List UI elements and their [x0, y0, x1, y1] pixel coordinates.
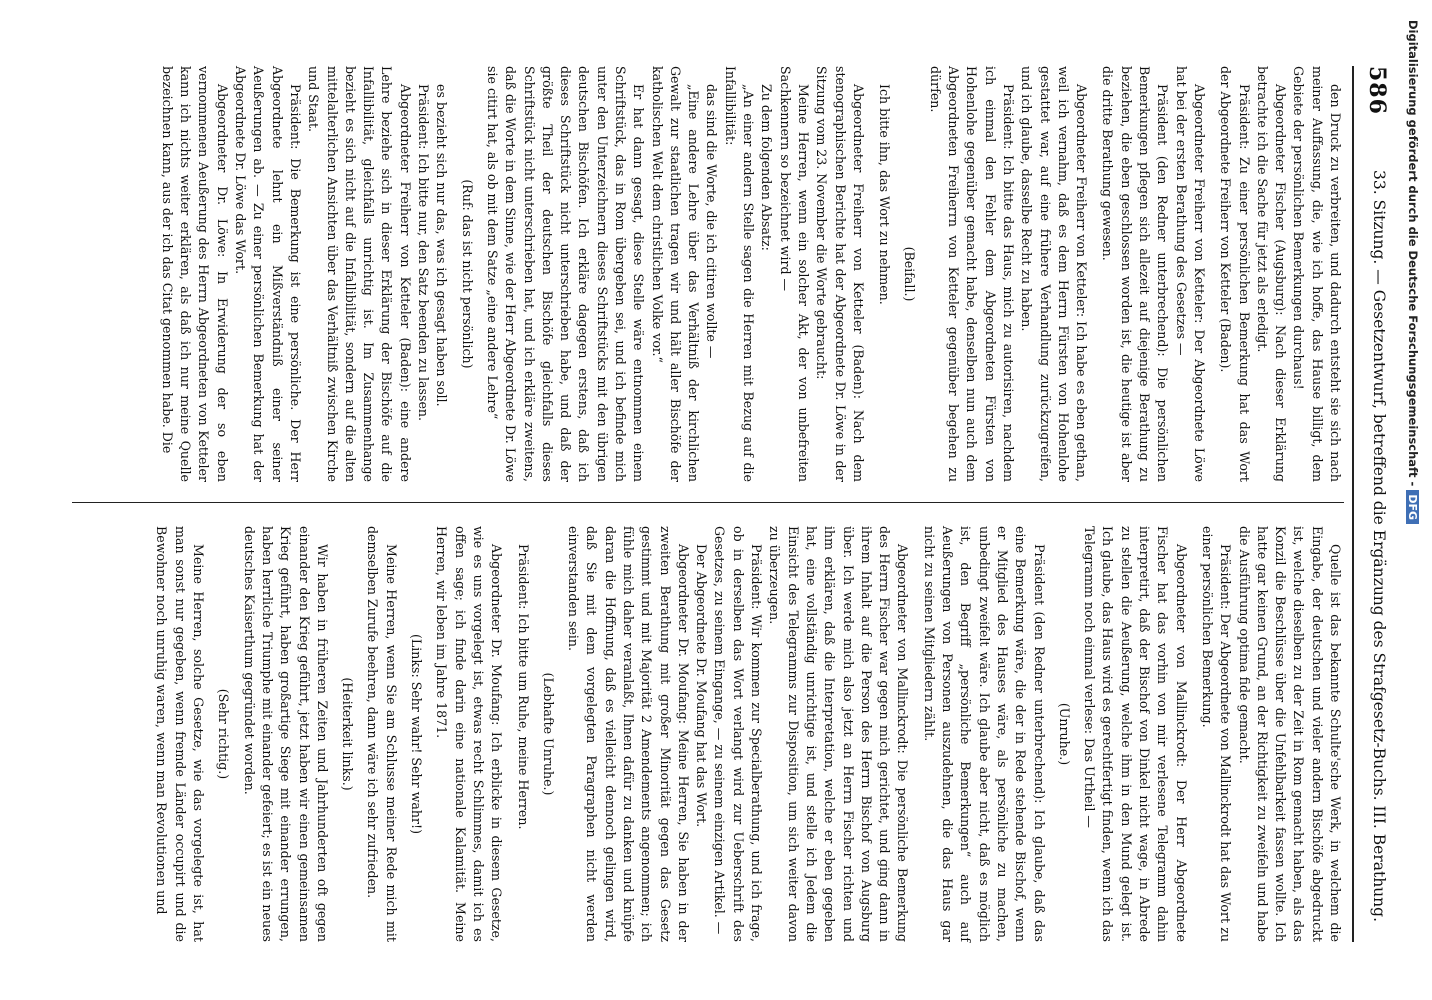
paragraph: Meine Herren, solche Gesetze, wie das vorgelegte ist, hat man sonst nur gegeben, wenn fremde Länder occupirt und die Bewohner noch unruhig waren, wenn man Revolutionen und [154, 526, 207, 942]
paragraph: Er hat dann gesagt, diese Stelle wäre entnommen einem Schriftstück, das in Rom übergeben sei, und ich befinde mich unter den Unterzeichnern dieses Schriftstücks mit den übrigen deutschen Bischöfen. Ich erkläre dagegen erstens, daß ich dieses Schriftstück nicht unterschrieben habe, und daß der größte Theil der deutschen Bischöfe gleichfalls dieses Schriftstück nicht unterschrieben hat, und ich erkläre zweitens, daß die Worte in dem Sinne, wie der Herr Abgeordnete Dr. Löwe sie citirt hat, als ob mit dem Satze „eine andere Lehre“ [484, 66, 647, 482]
paragraph: Abgeordneter von Mallinckrodt: Der Herr Abgeordnete Fischer hat das vorhin von mir verlesene Telegramm dahin interpretirt, daß der Bischof von Dinkel nicht wage, in Abrede zu stellen die Aeußerung, welche ihm in den Mund gelegt ist. Ich glaube, das Haus wird es gerechtfertigt finden, wenn ich das Telegramm noch einmal verlese: Das Urtheil — [1082, 526, 1189, 942]
quote: „Eine andere Lehre über das Verhältniß der kirchlichen Gewalt zur staatlichen tragen wir und hält aller Bischöfe der katholischen Welt dem christlichen Volke vor.“ [649, 66, 702, 482]
quote: „An einer andern Stelle sagen die Herren mit Bezug auf die Infallibilität: [722, 66, 757, 482]
paragraph: Abgeordneter Freiherr von Ketteler: Ich habe es eben gethan, weil ich vernahm, daß es dem Herrn Fürsten von Hohenlohe gestattet war, auf eine frühere Verhandlung zurückzugreifen, und ich glaube, dasselbe Recht zu haben. [1019, 66, 1090, 482]
interjection: (Beifall.) [902, 246, 918, 302]
paragraph: Präsident (den Redner unterbrechend): Die persönlichen Bemerkungen pflegen sich allezeit auf diejenige Berathung zu beziehen, die eben geschlossen worden ist, die heutige ist aber die dritte Berathung gewesen. [1100, 66, 1171, 482]
paragraph: Abgeordneter Dr. Moufang: Ich erblicke in diesem Gesetze, wie es uns vorgelegt ist, etwas recht Schlimmes, damit ich es offen sage; ich finde darin eine nationale Kalamität. Meine Herren, wir leben im Jahre 1871. [434, 526, 505, 942]
column-divider [72, 502, 1344, 503]
paragraph: Abgeordneter Freiherr von Ketteler (Baden): Nach dem stenographischen Berichte hat der Abgeordnete Dr. Löwe in der Sitzung vom 23. November die Worte gebraucht: [814, 66, 866, 482]
right-column [152, 526, 1344, 942]
paragraph: Präsident: Ich bitte nur, den Satz beenden zu lassen. [416, 84, 432, 422]
left-column [158, 66, 1344, 482]
interjection: (Links: Sehr wahr! Sehr wahr!) [409, 633, 425, 835]
running-title: 33. Sitzung. — Gesetzentwurf, betreffend die Ergänzung des Strafgesetz-Buchs. III. Berathung. [1370, 170, 1388, 922]
paragraph: es bezieht sich nur das, was ich gesagt haben soll. [434, 84, 450, 407]
paragraph: Abgeordneter Freiherr von Ketteler: Der Abgeordnete Löwe hat bei der ersten Berathung des Gesetzes — [1173, 66, 1207, 482]
paragraph: Präsident: Ich bitte um Ruhe, meine Herren. [515, 544, 531, 830]
paragraph: Ich bitte ihn, das Wort zu nehmen. [877, 84, 893, 305]
page-header [1356, 66, 1398, 942]
credit-text: Digitalisierung gefördert durch die Deutsche Forschungsgemeinschaft - [1406, 20, 1420, 487]
paragraph: Abgeordneter Freiherr von Ketteler (Baden): eine andere Lehre beziehe sich in dieser Erklärung der Bischöfe auf die Infallibilität, gleichfalls unrichtig ist. Im Zusammenhange bezieht es sich nicht auf die Infallibilität, sondern auf die alten mittelalterlichen Ansichten über das Verhältniß zwischen Kirche und Staat. [306, 66, 413, 482]
dfg-logo: DFG [1406, 490, 1419, 524]
paragraph: Präsident: Zu einer persönlichen Bemerkung hat das Wort der Abgeordnete Freiherr von Ketteler (Baden). [1218, 66, 1252, 482]
paragraph: Präsident: Ich bitte das Haus, mich zu autorisiren, nachdem ich einmal den Fehler dem Abgeordneten Fürsten von Hohenlohe gegenüber gemacht habe, denselben nun auch dem Abgeordneten Freiherrn von Ketteler gegenüber begehen zu dürfen. [927, 66, 1016, 482]
paragraph: Der Abgeordnete Dr. Moufang hat das Wort. [694, 544, 710, 828]
paragraph: Meine Herren, wenn Sie am Schlusse meiner Rede mich mit demselben Zurufe beehren, dann wäre ich sehr zufrieden. [365, 526, 399, 942]
interjection: (Ruf: das ist nicht persönlich) [459, 179, 475, 369]
paragraph: Präsident: Wir kommen zur Specialberathung, und ich frage, ob in derselben das Wort verlangt wird zur Ueberschrift des Gesetzes, zu seinem Eingange, — zu seinem einzigen Artikel. — [712, 526, 765, 942]
header-rule [1352, 66, 1354, 942]
interjection: (Unruhe.) [1056, 702, 1072, 766]
paragraph: Abgeordneter Dr. Löwe: In Erwiderung der so eben vernommenen Aeußerung des Herrn Abgeordneten von Ketteler kann ich nichts weiter erklären, als daß ich nur meine Quelle bezeichnen kann, aus der ich das Citat genommen habe. Die [159, 66, 230, 482]
paragraph: den Druck zu verbreiten, und dadurch entsteht sie sich nach meiner Auffassung, die, wie ich hoffe, das Hause billigt, dem Gebiete der persönlichen Bemerkungen durchaus! [1291, 66, 1343, 482]
quote: Meine Herren, wenn ein solcher Akt, der von unbefreiten Sachkennern so bezeichnet wird — [777, 66, 811, 482]
paragraph: Quelle ist das bekannte Schulte'sche Werk, in welchem die Eingabe, der deutschen und vieler andern Bischöfe abgedruckt ist, welche dieselben zu der Zeit in Rom gemacht haben, als das Konzil die Beschlüsse über die Unfehlbarkeit fassen wollte. Ich hatte gar keinen Grund, an der Richtigkeit zu zweifeln und habe die Ausführung optima fide gemacht. [1236, 526, 1343, 942]
paragraph: Präsident: Die Bemerkung ist eine persönliche. Der Herr Abgeordnete lehnt ein Mißverständniß einer seiner Aeußerungen ab. — Zu einer persönlichen Bemerkung hat der Abgeordnete Dr. Löwe das Wort. [233, 66, 303, 482]
paragraph: Abgeordneter von Mallinckrodt: Die persönliche Bemerkung des Herrn Fischer war gegen mich gerichtet, und ging dann in ihrem Inhalt auf die Person des Herrn Bischof von Augsburg über. Ich werde mich also jetzt an Herrn Fischer richten und ihm erklären, daß die Interpretation, welche er eben gegeben hat, eine vollständig unrichtige ist, und stelle ich Jedem die Einsicht des Telegramms zur Disposition, um sich weiter davon zu überzeugen. [767, 526, 911, 942]
paragraph: Präsident: Der Abgeordnete von Mallinckrodt hat das Wort zu einer persönlichen Bemerkung. [1199, 526, 1234, 942]
digitization-credit [1398, 20, 1424, 980]
page-number: 586 [1364, 66, 1390, 115]
paragraph: das sind die Worte, die ich citiren wollte — [704, 84, 720, 359]
interjection: (Lebhafte Unruhe.) [540, 672, 556, 796]
interjection: (Sehr richtig.) [216, 688, 232, 780]
paragraph: Abgeordneter Fischer (Augsburg): Nach dieser Erklärung betrachte ich die Sache für jetzt als erledigt. [1254, 66, 1289, 482]
paragraph: Wir haben in früheren Zeiten und Jahrhunderten oft gegen einander den Krieg geführt, jetzt haben wir einen gemeinsamen Krieg geführt, haben großartige Siege mit einander errungen, haben herrliche Triumphe mit einander gefeiert; es ist ein neues deutsches Kaiserthum gegründet worden. [241, 526, 330, 942]
paragraph: Präsident (den Redner unterbrechend): Ich glaube, daß das eine Bemerkung wäre, die der in Rede stehende Bischof, wenn er Mitglied des Hauses wäre, als persönliche zu machen, unbedingt zweifelt wäre. Ich glaube aber nicht, daß es möglich ist, den Begriff „persönliche Bemerkungen“ auch auf Aeußerungen von Personen auszudehnen, die das Haus gar nicht zu seinen Mitgliedern zählt. [921, 526, 1047, 942]
paragraph: Zu dem folgenden Absatz: [759, 84, 775, 251]
interjection: (Heiterkeit links.) [340, 677, 356, 791]
paragraph: Abgeordneter Dr. Moufang: Meine Herren, Sie haben in der zweiten Berathung mit großer Minorität gegen das Gesetz gestimmt und mit Majorität 2 Amendements angenommen; ich fühle mich daher veranlaßt, Ihnen dafür zu danken und knüpfe daran die Hoffnung, daß es vielleicht dennoch gelingen wird, daß Sie mit dem vorgelegten Paragraphen nicht werden einverstanden sein. [566, 526, 691, 942]
